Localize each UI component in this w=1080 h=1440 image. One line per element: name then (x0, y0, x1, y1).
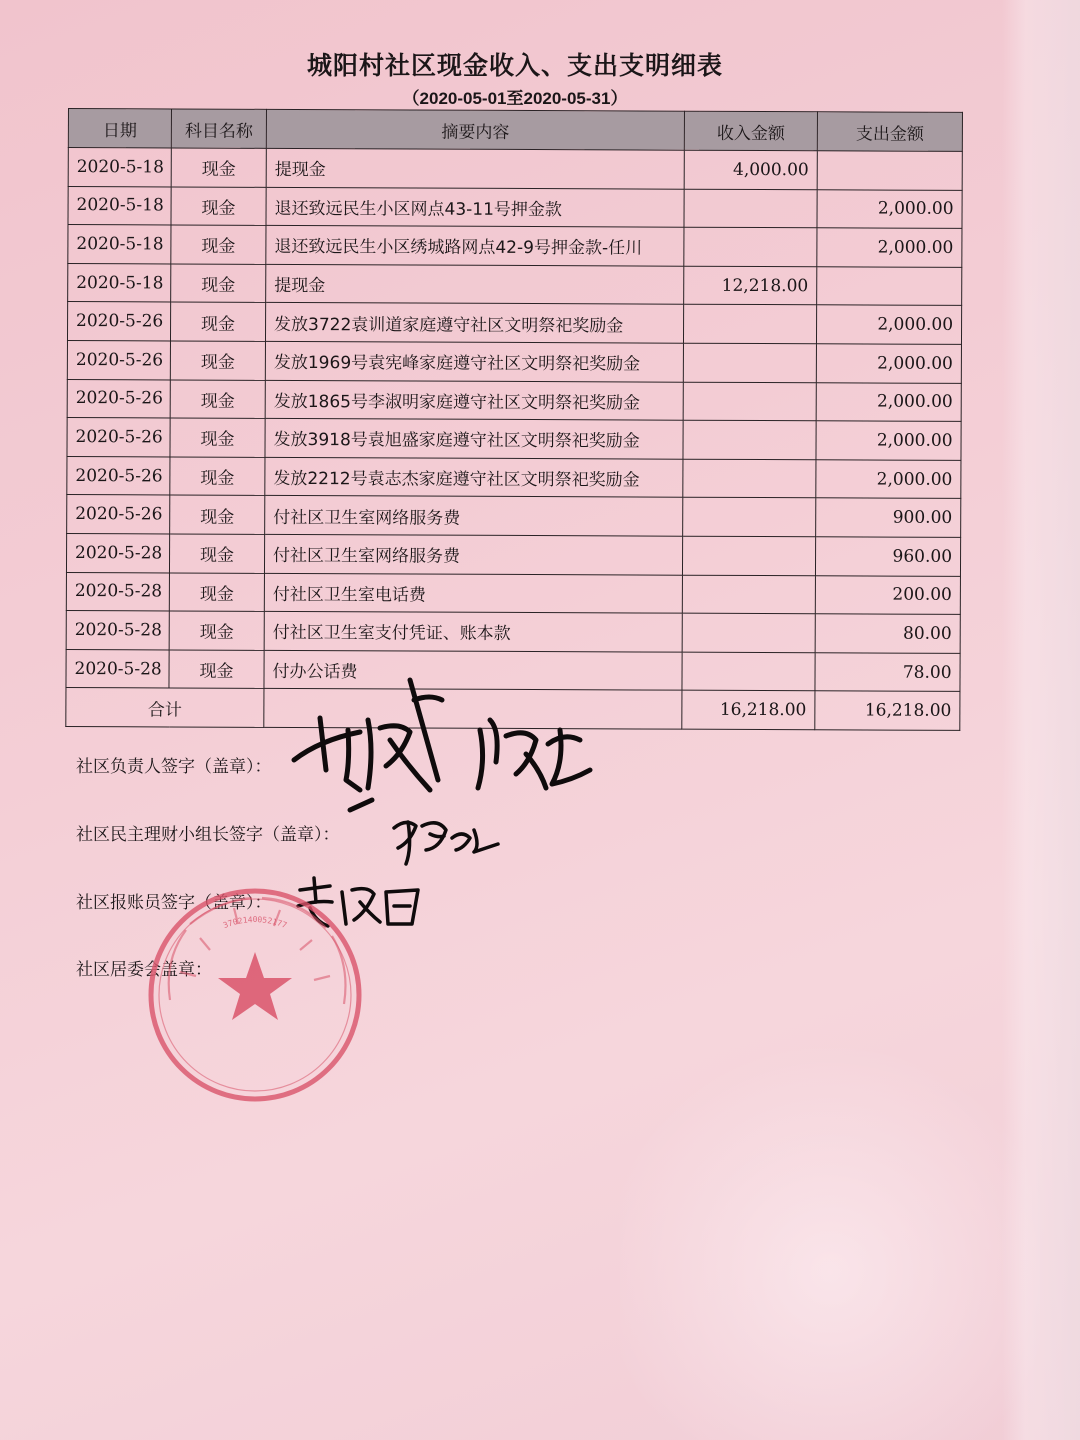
cell-income (683, 305, 816, 344)
cell-date: 2020-5-26 (67, 495, 170, 534)
header-expense: 支出金额 (817, 112, 962, 152)
cell-expense: 2,000.00 (817, 189, 962, 228)
cell-income (683, 343, 816, 382)
table-row (67, 495, 961, 537)
table-row (66, 533, 960, 575)
cell-income (683, 420, 816, 459)
cell-subject: 现金 (170, 495, 265, 534)
cell-date: 2020-5-28 (66, 572, 169, 611)
cell-subject: 现金 (169, 611, 264, 650)
cell-subject: 现金 (170, 302, 265, 341)
cell-expense: 2,000.00 (816, 344, 961, 383)
table-row (67, 340, 961, 382)
table-body (66, 148, 962, 692)
cell-date: 2020-5-26 (67, 456, 170, 495)
cell-subject: 现金 (171, 264, 266, 303)
light-reflection (620, 1020, 1040, 1440)
cell-expense: 200.00 (815, 575, 960, 614)
table-row (67, 418, 961, 460)
cell-expense: 80.00 (815, 614, 960, 653)
cell-income (682, 575, 815, 614)
cell-expense: 900.00 (816, 498, 961, 537)
cell-subject: 现金 (169, 534, 264, 573)
accountant-signature-label: 社区报账员签字（盖章）： (76, 893, 272, 913)
cell-income (683, 498, 816, 537)
cell-income (683, 382, 816, 421)
cell-date: 2020-5-26 (67, 418, 170, 457)
cell-date: 2020-5-18 (68, 186, 171, 225)
cell-expense: 2,000.00 (816, 460, 961, 499)
table-row (68, 148, 962, 190)
cell-summary: 发放3918号袁旭盛家庭遵守社区文明祭祀奖励金 (265, 419, 683, 459)
cell-summary: 发放3722袁训道家庭遵守社区文明祭祀奖励金 (265, 303, 683, 343)
cell-expense: 78.00 (815, 652, 960, 691)
finance-group-signature-label: 社区民主理财小组长签字（盖章）： (76, 825, 340, 845)
cell-subject: 现金 (170, 418, 265, 457)
cell-summary: 付社区卫生室网络服务费 (265, 496, 683, 536)
cash-ledger-table (65, 108, 963, 731)
cell-expense (817, 267, 962, 306)
cell-income (684, 227, 817, 266)
table-row (68, 186, 962, 228)
cell-subject: 现金 (170, 457, 265, 496)
cell-income (684, 189, 817, 228)
document-title: 城阳村社区现金收入、支出支明细表 (306, 51, 723, 80)
cell-subject: 现金 (169, 572, 264, 611)
cell-summary: 提现金 (266, 264, 684, 304)
cell-subject: 现金 (171, 225, 266, 264)
leader-signature-label: 社区负责人签字（盖章）： (76, 757, 272, 777)
total-expense: 16,218.00 (815, 691, 960, 730)
cell-summary: 发放1969号袁宪峰家庭遵守社区文明祭祀奖励金 (265, 341, 683, 381)
total-income: 16,218.00 (682, 690, 815, 729)
finance-group-handwritten-signature (386, 808, 506, 868)
total-label: 合计 (66, 688, 264, 727)
cell-summary: 付办公话费 (264, 650, 682, 690)
cell-date: 2020-5-26 (67, 302, 170, 341)
cell-subject: 现金 (171, 187, 266, 226)
header-subject: 科目名称 (171, 109, 266, 148)
cell-subject: 现金 (169, 650, 264, 689)
cell-expense: 2,000.00 (817, 228, 962, 267)
cell-income (682, 652, 815, 691)
document-period: （2020-05-01至2020-05-31） (402, 89, 628, 108)
seal-serial: 3702140052177 (221, 915, 289, 931)
cell-income: 12,218.00 (684, 266, 817, 305)
cell-summary: 付社区卫生室支付凭证、账本款 (264, 611, 682, 651)
cell-summary: 提现金 (266, 148, 684, 188)
committee-seal-label: 社区居委会盖章： (76, 960, 212, 980)
cell-date: 2020-5-28 (66, 649, 169, 688)
header-date: 日期 (68, 109, 171, 148)
header-income: 收入金额 (684, 111, 817, 151)
header-summary: 摘要内容 (266, 109, 684, 150)
cell-summary: 发放1865号李淑明家庭遵守社区文明祭祀奖励金 (265, 380, 683, 420)
cell-summary: 退还致远民生小区网点43-11号押金款 (266, 187, 684, 227)
cell-date: 2020-5-18 (68, 148, 171, 187)
table-row (67, 456, 961, 498)
cell-summary: 付社区卫生室网络服务费 (264, 534, 682, 574)
cell-expense: 2,000.00 (816, 421, 961, 460)
cell-date: 2020-5-26 (67, 379, 170, 418)
cell-expense (817, 151, 962, 190)
cell-summary: 付社区卫生室电话费 (264, 573, 682, 613)
cell-date: 2020-5-18 (68, 225, 171, 264)
cell-date: 2020-5-28 (66, 533, 169, 572)
table-row (68, 263, 962, 305)
cell-income: 4,000.00 (684, 150, 817, 189)
table-row (67, 302, 961, 344)
community-committee-seal (140, 880, 370, 1110)
cell-subject: 现金 (170, 341, 265, 380)
cell-summary: 退还致远民生小区绣城路网点42-9号押金款-任川 (266, 226, 684, 266)
table-row (66, 572, 960, 614)
cell-expense: 2,000.00 (816, 305, 961, 344)
table-row (67, 379, 961, 421)
cell-date: 2020-5-26 (67, 340, 170, 379)
cell-summary: 发放2212号袁志杰家庭遵守社区文明祭祀奖励金 (265, 457, 683, 497)
cell-date: 2020-5-28 (66, 611, 169, 650)
cell-date: 2020-5-18 (68, 263, 171, 302)
leader-handwritten-signature (290, 670, 610, 820)
cell-income (682, 613, 815, 652)
cell-subject: 现金 (170, 380, 265, 419)
table-row (68, 225, 962, 267)
cell-income (683, 459, 816, 498)
cell-income (682, 536, 815, 575)
table-header-row (68, 109, 962, 152)
cell-expense: 2,000.00 (816, 382, 961, 421)
cell-expense: 960.00 (815, 537, 960, 576)
cell-subject: 现金 (171, 148, 266, 187)
table-row (66, 611, 960, 653)
